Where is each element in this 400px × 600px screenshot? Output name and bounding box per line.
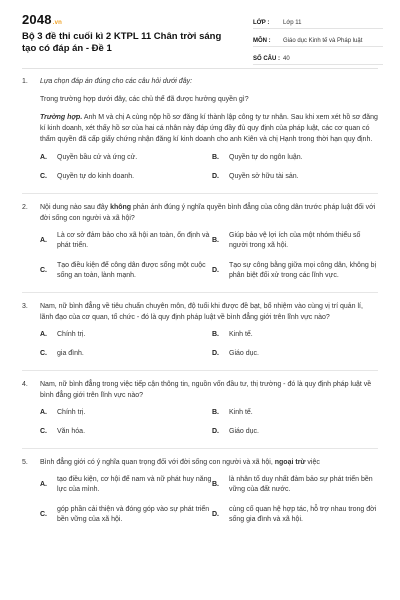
- option-text: góp phần cải thiện và đóng góp vào sự phát triển bền vững của xã hội.: [57, 505, 210, 524]
- option-c[interactable]: [40, 427, 212, 438]
- option-a[interactable]: [40, 330, 212, 341]
- option-c[interactable]: [40, 349, 212, 360]
- option-letter: A.: [40, 480, 47, 488]
- option-text: gia đình.: [57, 350, 84, 358]
- option-text: Kinh tế.: [229, 408, 253, 416]
- option-letter: D.: [212, 428, 219, 436]
- option-b[interactable]: [212, 408, 378, 419]
- meta-row-count: [253, 50, 383, 65]
- option-text: Quyền tự do kinh doanh.: [57, 173, 135, 181]
- option-letter: D.: [212, 510, 219, 518]
- answer-options: [40, 330, 378, 360]
- option-text: Quyền tự do ngôn luận.: [229, 153, 303, 161]
- option-a[interactable]: [40, 408, 212, 419]
- site-logo[interactable]: [22, 12, 62, 27]
- header-divider: [22, 68, 378, 69]
- answer-options: [40, 475, 378, 526]
- meta-label: MÔN :: [253, 38, 271, 44]
- option-b[interactable]: [212, 475, 378, 496]
- question-number: 5.: [22, 458, 28, 466]
- option-d[interactable]: [212, 349, 378, 360]
- answer-options: [40, 153, 378, 183]
- passage-text: Anh M và chị A cùng nộp hồ sơ đăng kí thành lập công ty tư nhân. Sau khi xem xét hồ sơ đăng kí kinh doanh, xét thấy hồ sơ của hai cá nhân này đáp ứng đầy đủ quy định của pháp luật, các cơ quan có thẩm quyền đã cấp giấy chứng nhận đăng kí kinh doanh cho anh Kiên và chị Hạnh trong thời hạn quy định.: [40, 114, 378, 144]
- option-letter: B.: [212, 480, 219, 488]
- question-text: Nam, nữ bình đẳng trong việc tiếp cận thông tin, nguồn vốn đầu tư, thị trường - đó là quy định pháp luật về bình đẳng giới trên lĩnh vực nào?: [40, 380, 372, 399]
- question-5: [0, 457, 400, 526]
- option-text: Giáo dục.: [229, 350, 259, 358]
- option-letter: D.: [212, 350, 219, 358]
- option-letter: B.: [212, 153, 219, 161]
- question-text-part: Nội dung nào sau đây: [40, 203, 111, 211]
- option-letter: D.: [212, 266, 219, 274]
- option-text: Tạo điều kiện để công dân được sống một cuộc sống an toàn, lành mạnh.: [57, 261, 206, 280]
- logo-suffix: .vn: [52, 20, 63, 26]
- question-passage: [40, 112, 378, 146]
- document-title: Bộ 3 đề thi cuối kì 2 KTPL 11 Chân trời sáng tạo có đáp án - Đề 1: [22, 31, 222, 54]
- option-c[interactable]: [40, 261, 212, 282]
- question-text-part: Bình đẳng giới có ý nghĩa quan trọng đối với đời sống con người và xã hội,: [40, 458, 275, 466]
- meta-label: LỚP :: [253, 20, 270, 26]
- question-divider: [22, 448, 378, 449]
- question-text: [40, 202, 378, 224]
- option-text: Là cơ sở đảm bảo cho xã hội an toàn, ổn định và phát triển.: [57, 231, 210, 250]
- option-b[interactable]: [212, 153, 378, 164]
- option-letter: B.: [212, 408, 219, 416]
- question-text-emphasis: ngoại trừ: [274, 458, 306, 466]
- question-number: 4.: [22, 380, 28, 388]
- option-text: Kinh tế.: [229, 330, 253, 338]
- question-subtext: Trong trường hợp dưới đây, các chủ thể đã được hưởng quyền gì?: [40, 96, 249, 103]
- meta-value: Giáo dục Kinh tế và Pháp luật: [283, 38, 363, 44]
- option-letter: A.: [40, 330, 47, 338]
- question-4: [0, 379, 400, 438]
- option-text: Quyền bầu cử và ứng cử.: [57, 153, 138, 161]
- meta-value: 40: [283, 56, 290, 62]
- question-text-part: việc: [305, 458, 320, 466]
- option-letter: C.: [40, 266, 47, 274]
- option-text: củng cố quan hệ hợp tác, hỗ trợ nhau trong đời sống gia đình và xã hội.: [229, 505, 377, 524]
- answer-options: [40, 408, 378, 438]
- option-d[interactable]: [212, 172, 378, 183]
- option-c[interactable]: [40, 172, 212, 183]
- question-number: 2.: [22, 203, 28, 211]
- question-divider: [22, 370, 378, 371]
- meta-label: SỐ CÂU :: [253, 56, 280, 62]
- option-letter: A.: [40, 236, 47, 244]
- document-header: [0, 0, 400, 66]
- option-b[interactable]: [212, 231, 378, 252]
- option-b[interactable]: [212, 330, 378, 341]
- question-text: [40, 457, 378, 468]
- option-text: Quyền sở hữu tài sản.: [229, 173, 299, 181]
- question-2: [0, 202, 400, 282]
- option-c[interactable]: [40, 505, 212, 526]
- passage-lead: Trường hợp.: [40, 114, 83, 121]
- question-text: Nam, nữ bình đẳng về tiêu chuẩn chuyên môn, độ tuổi khi được đề bạt, bổ nhiệm vào cùng vị trí quản lí, lãnh đạo của cơ quan, tổ chức - đó là quy định pháp luật về bình đẳng giới trên lĩnh vực nào?: [40, 302, 363, 321]
- question-divider: [22, 292, 378, 293]
- option-letter: B.: [212, 330, 219, 338]
- answer-options: [40, 231, 378, 282]
- option-d[interactable]: [212, 261, 378, 282]
- option-text: Giúp bảo vệ lợi ích của một nhóm thiểu số người trong xã hội.: [229, 231, 361, 250]
- option-text: là nhân tố duy nhất đảm bảo sự phát triển bền vững của đất nước.: [229, 475, 373, 494]
- question-text-part: phản ánh đúng ý nghĩa quyền bình đẳng của công dân trước pháp luật đối với đời sống con người và xã hội?: [40, 203, 376, 222]
- option-letter: A.: [40, 408, 47, 416]
- option-d[interactable]: [212, 427, 378, 438]
- option-a[interactable]: [40, 475, 212, 496]
- option-a[interactable]: [40, 231, 212, 252]
- option-text: Chính trị.: [57, 408, 86, 416]
- question-1: [0, 76, 400, 183]
- option-letter: B.: [212, 236, 219, 244]
- meta-value: Lớp 11: [283, 20, 302, 26]
- question-text: Lựa chọn đáp án đúng cho các câu hỏi dưới đây:: [40, 78, 193, 85]
- option-a[interactable]: [40, 153, 212, 164]
- option-text: Giáo dục.: [229, 428, 259, 436]
- option-text: Tạo sự công bằng giữa mọi công dân, không bị phân biệt đối xử trong các lĩnh vực.: [229, 261, 377, 280]
- option-text: Văn hóa.: [57, 428, 86, 436]
- option-letter: C.: [40, 173, 47, 181]
- option-text: Chính trị.: [57, 330, 86, 338]
- question-number: 3.: [22, 302, 28, 310]
- meta-table: [253, 14, 383, 65]
- option-letter: D.: [212, 173, 219, 181]
- option-letter: C.: [40, 350, 47, 358]
- option-letter: C.: [40, 428, 47, 436]
- question-divider: [22, 193, 378, 194]
- question-list: [0, 76, 400, 526]
- meta-row-class: [253, 14, 383, 29]
- logo-text: 2048: [22, 12, 52, 27]
- question-number: 1.: [22, 78, 28, 85]
- option-letter: C.: [40, 510, 47, 518]
- question-3: [0, 301, 400, 360]
- option-letter: A.: [40, 153, 47, 161]
- question-text-emphasis: không: [110, 203, 132, 211]
- meta-row-subject: [253, 32, 383, 47]
- option-d[interactable]: [212, 505, 378, 526]
- option-text: tạo điều kiện, cơ hội để nam và nữ phát huy năng lực của mình.: [57, 475, 212, 494]
